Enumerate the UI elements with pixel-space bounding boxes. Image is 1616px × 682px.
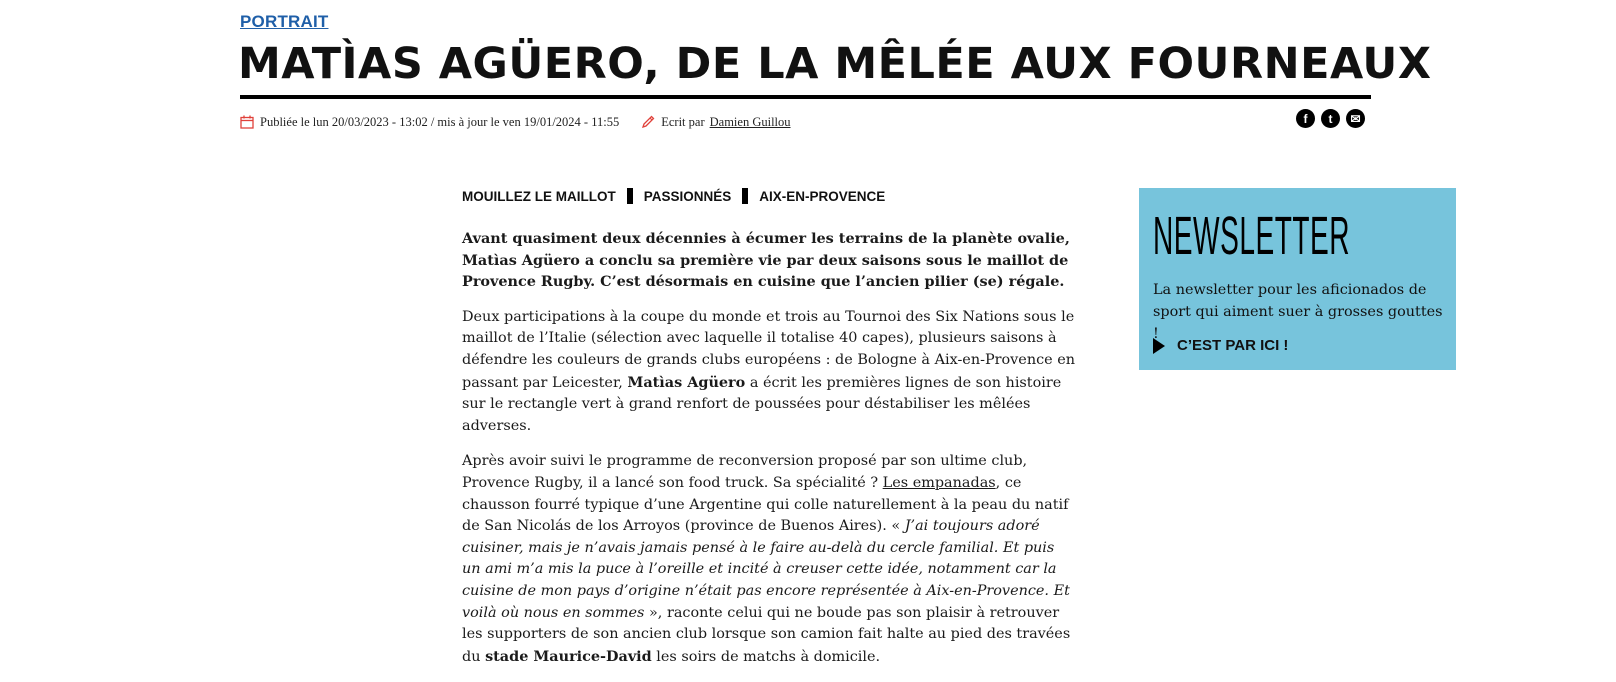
category-link[interactable]: PORTRAIT xyxy=(240,12,329,31)
author-link[interactable]: Damien Guillou xyxy=(709,114,791,129)
article-meta xyxy=(240,113,791,131)
bold-stadium: stade Maurice-David xyxy=(485,647,652,665)
article-paragraph xyxy=(462,307,1077,438)
newsletter-title: NEWSLETTER xyxy=(1153,206,1351,266)
newsletter-text: La newsletter pour les aficionados de sport qui aiment suer à grosses gouttes ! xyxy=(1153,282,1443,342)
calendar-icon xyxy=(240,115,254,129)
tag-link[interactable]: AIX-EN-PROVENCE xyxy=(759,188,886,204)
article-body xyxy=(462,228,1077,682)
quote-text: J’ai toujours adoré cuisiner, mais je n’avais jamais pensé à le faire au-delà du cercle familial. Et puis un ami m’a mis la puce à l’oreille et incité à creuser cette idée, notamment car la cuisine de mon pays d’origine n’était pas encore représentée à Aix-en-Provence. Et voilà où nous en sommes xyxy=(462,518,1070,621)
article-title: MATÌAS AGÜERO, DE LA MÊLÉE AUX FOURNEAUX xyxy=(238,39,1432,89)
tag-link[interactable]: MOUILLEZ LE MAILLOT xyxy=(462,188,616,204)
newsletter-box xyxy=(1139,188,1456,370)
share-buttons xyxy=(1296,109,1365,128)
paragraph-text: Après avoir suivi le programme de reconversion proposé par son ultime club, Provence Rugby, il a lancé son food truck. Sa spécialité ? xyxy=(462,453,1028,491)
publish-date: Publiée le lun 20/03/2023 - 13:02 / mis à jour le ven 19/01/2024 - 11:55 xyxy=(260,114,620,129)
play-icon xyxy=(1153,338,1165,354)
facebook-icon[interactable]: f xyxy=(1296,109,1315,128)
paragraph-text: Deux participations à la coupe du monde et trois au Tournoi des Six Nations sous le maillot de l’Italie (sélection avec laquelle il totalise 40 capes), plusieurs saisons à défendre les couleurs de grands clubs européens : de Bologne à Aix-en-Provence en passant par Leicester, xyxy=(462,308,1076,391)
written-by-label: Ecrit par xyxy=(661,114,705,129)
paragraph-text: », raconte celui qui ne boude pas son plaisir à retrouver les supporters de son ancien club lorsque son camion fait halte au pied des travées du xyxy=(462,604,1071,665)
title-divider xyxy=(240,95,1371,99)
tag-link[interactable]: PASSIONNÉS xyxy=(643,188,732,204)
paragraph-text: , ce chausson fourré typique d’une Argentine qui colle naturellement à la peau du natif de San Nicolás de los Arroyos (province de Buenos Aires). « xyxy=(462,474,1069,535)
email-icon[interactable]: ✉ xyxy=(1346,109,1365,128)
empanadas-link[interactable]: Les empanadas xyxy=(882,474,996,491)
paragraph-text: a écrit les premières lignes de son histoire sur le rectangle vert à grand renfort de poussées pour déstabiliser les mêlées adverses. xyxy=(462,374,1062,434)
tag-separator xyxy=(742,188,748,204)
tag-separator xyxy=(627,188,633,204)
pencil-icon xyxy=(641,115,655,129)
paragraph-text: les soirs de matchs à domicile. xyxy=(651,648,881,665)
newsletter-cta-link[interactable] xyxy=(1153,337,1288,354)
article-paragraph xyxy=(462,451,1077,668)
article-lead: Avant quasiment deux décennies à écumer les terrains de la planète ovalie, Matìas Agüero a conclu sa première vie par deux saisons sous le maillot de Provence Rugby. C’est désormais en cuisine que l’ancien pilier (se) régale. xyxy=(462,230,1070,291)
twitter-icon[interactable]: t xyxy=(1321,109,1340,128)
newsletter-cta-label: C’EST PAR ICI ! xyxy=(1177,337,1289,354)
bold-name: Matìas Agüero xyxy=(627,373,746,391)
tag-list xyxy=(462,188,885,204)
